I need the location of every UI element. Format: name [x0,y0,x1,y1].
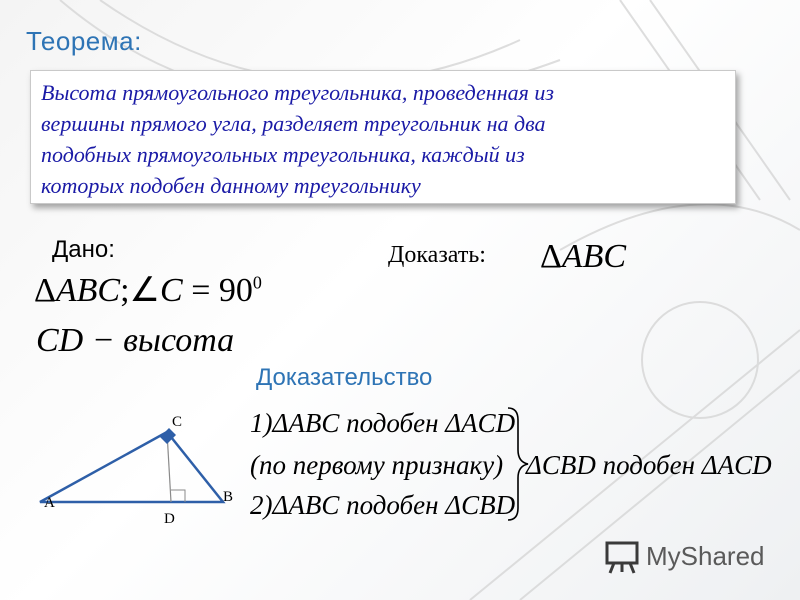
prove-triangle: ABC [561,238,627,275]
delta-symbol: Δ [540,238,562,275]
theorem-line: подобных прямоугольных треугольника, каждый из [41,142,525,167]
prove-label: Доказать: [388,242,486,268]
proof-line-3: 2)ΔABC подобен ΔCBD [250,490,516,520]
logo-text: MyShared [646,541,765,571]
given-separator: ; [120,272,130,309]
vertex-a-label: A [44,495,55,511]
triangle-figure [30,410,250,530]
given-altitude [36,322,234,360]
altitude-text: − высота [83,322,235,359]
triangle-abc [40,432,223,502]
altitude-name: CD [36,322,84,359]
given-triangle: ABC [55,272,121,309]
vertex-c-label: C [172,414,183,430]
prove-statement [540,238,626,276]
given-angle-name: C [160,272,183,309]
proof-line-1: 1)ΔABC подобен ΔACD [250,408,516,438]
proof-line-2: (по первому признаку) [250,450,504,480]
delta-symbol: Δ [34,272,56,309]
vertex-d-label: D [164,511,175,527]
theorem-line: которых подобен данному треугольнику [41,173,421,198]
proof-conclusion: ΔCBD подобен ΔACD [526,450,772,480]
given-angle-value: = 90 [182,272,253,309]
theorem-box [30,70,736,204]
right-angle-mark-d [171,490,185,502]
theorem-line: вершины прямого угла, разделяет треугольник на два [41,111,546,136]
proof-label: Доказательство [256,364,433,391]
given-label: Дано: [52,236,115,263]
presentation-board-icon [604,540,642,574]
page-title: Теорема: [26,26,142,56]
angle-symbol: ∠ [129,272,161,309]
theorem-line: Высота прямоугольного треугольника, проведенная из [41,80,554,105]
myshared-logo [604,536,764,576]
given-condition [34,270,262,310]
vertex-b-label: B [223,489,234,505]
given-degree: 0 [252,272,262,293]
